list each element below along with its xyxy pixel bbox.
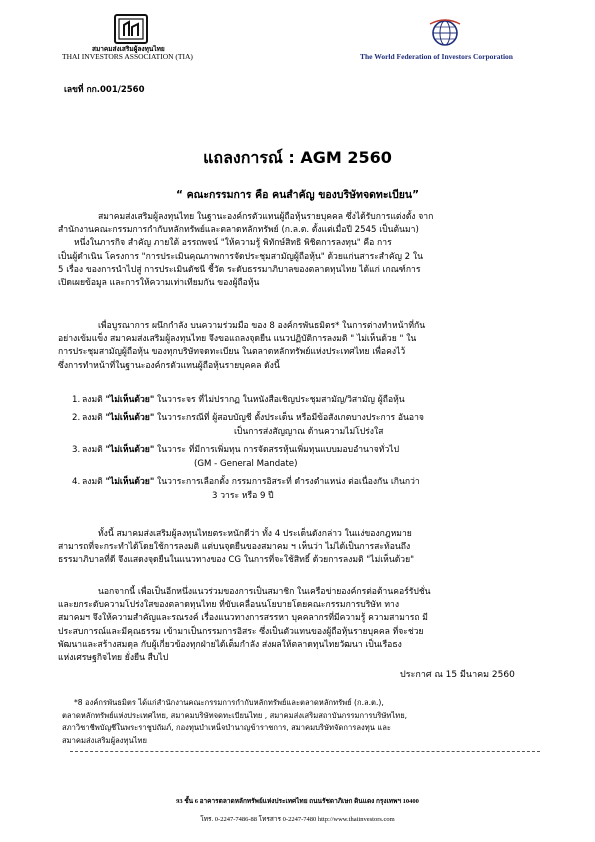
list-item: 4. ลงมติ "ไม่เห็นด้วย" ในวาระการเลือกตั้ง กรรมการอิสระที่ ดำรงตำแหน่ง ต่อเนื่องกัน เกินกว่า 3 วาระ หรือ 9 ปี	[72, 475, 536, 503]
text-line: นอกจากนี้ เพื่อเป็นอีกหนึ่งแนวร่วมของการเป็นสมาชิก ในเครือข่ายองค์กรต่อต้านคอร์รัปชั่น	[98, 587, 431, 597]
list-item-continuation: เป็นการส่งสัญญาณ ด้านความไม่โปร่งใส	[234, 427, 384, 437]
text-line: ซึ่งการทำหน้าที่ในฐานะองค์กรตัวแทนผู้ถือหุ้นรายบุคคล ดังนี้	[58, 360, 280, 371]
text-line: สำนักงานคณะกรรมการกำกับหลักทรัพย์และตลาดหลักทรัพย์ (ก.ล.ต. ตั้งแต่เมื่อปี 2545 เป็นต้นมา)	[58, 225, 419, 236]
list-item: 2. ลงมติ "ไม่เห็นด้วย" ในวาระกรณีที่ ผู้สอบบัญชี ตั้งประเด็น หรือมีข้อสังเกตบางประการ อันอาจ เป็นการส่งสัญญาณ ด้านความไม่โปร่งใส	[72, 411, 536, 439]
text-line: เปิดเผยข้อมูล และการให้ความเท่าเทียมกัน ของผู้ถือหุ้น	[58, 278, 260, 289]
document-number: เลขที่ กก.001/2560	[64, 85, 145, 95]
vote-emphasis: "ไม่เห็นด้วย"	[105, 395, 155, 405]
text-line: เพื่อบูรณาการ ผนึกกำลัง บนความร่วมมือ ของ 8 องค์กรพันธมิตร* ในการต่างทำหน้าที่กัน	[98, 321, 426, 331]
page-subtitle: “ คณะกรรมการ คือ คนสำคัญ ของบริษัทจดทะเบียน”	[176, 189, 419, 201]
paragraph-anticorruption	[58, 586, 536, 665]
vote-emphasis: "ไม่เห็นด้วย"	[105, 477, 155, 487]
divider	[70, 751, 540, 752]
paragraph-alliance	[58, 320, 536, 373]
text-line: อย่างเข้มแข็ง สมาคมส่งเสริมผู้ลงทุนไทย จึงขอแถลงจุดยืน แนวปฏิบัติการลงมติ " ไม่เห็นด้วย " ใน	[58, 334, 417, 345]
text-line: สมาคมส่งเสริมผู้ลงทุนไทย ในฐานะองค์กรตัวแทนผู้ถือหุ้นรายบุคคล ซึ่งได้รับการแต่งตั้ง จาก	[98, 212, 434, 222]
announcement-date: ประกาศ ณ 15 มีนาคม 2560	[400, 670, 515, 680]
text-line: 5 เรื่อง ของการนำไปสู่ การประเมินดัชนี ชี้วัด ระดับธรรมาภิบาลของตลาดทุนไทย ได้แก่ เกณฑ์การ	[58, 264, 421, 275]
paragraph-position	[58, 528, 536, 568]
partner-name: The World Federation of Investors Corporation	[360, 52, 513, 61]
text-line: สามารถที่จะกระทำได้โดยใช้การลงมติ แต่บนจุดยืนของสมาคม ฯ เห็นว่า ไม่ได้เป็นการสะท้อนถึง	[58, 542, 411, 553]
text-line: และยกระดับความโปร่งใสของตลาดทุนไทย ที่ขับเคลื่อนนโยบายโดยคณะกรรมการบริษัท ทาง	[58, 600, 400, 611]
text-line: สมาคมฯ จึงให้ความสำคัญและรณรงค์ เรื่องแนวทางการสรรหา บุคคลากรที่มีความรู้ ความสามารถ มี	[58, 613, 428, 624]
footnote-line: ตลาดหลักทรัพย์แห่งประเทศไทย, สมาคมบริษัทจดทะเบียนไทย , สมาคมส่งเสริมสถาบันกรรมการบริษัทไทย,	[62, 710, 408, 720]
paragraph-intro	[58, 211, 536, 290]
text-line: เป็นผู้ดำเนิน โครงการ "การประเมินคุณภาพการจัดประชุมสามัญผู้ถือหุ้น" ด้วยแก่นสาระสำคัญ 2 ใน	[58, 251, 423, 262]
list-item: 1. ลงมติ "ไม่เห็นด้วย" ในวาระจร ที่ไม่ปรากฏ ในหนังสือเชิญประชุมสามัญ/วิสามัญ ผู้ถือหุ้น	[72, 395, 405, 405]
list-item-continuation: (GM - General Mandate)	[194, 459, 298, 469]
list-item-continuation: 3 วาระ หรือ 9 ปี	[212, 491, 274, 501]
vote-emphasis: "ไม่เห็นด้วย"	[105, 413, 155, 423]
footnote	[62, 697, 538, 747]
tia-emblem-icon	[116, 16, 146, 42]
voting-guidelines-list	[72, 393, 536, 503]
text-line: พัฒนาและสร้างสมดุล กับผู้เกี่ยวข้องทุกฝ่ายได้เต็มกำลัง ส่งผลให้ตลาดทุนไทยวัฒนา เป็นเรือธง	[58, 639, 402, 650]
text-line: ประสบการณ์และมีคุณธรรม เข้ามาเป็นกรรมการอิสระ ซึ่งเป็นตัวแทนของผู้ถือหุ้นรายบุคคล ที่จะช่วย	[58, 626, 424, 637]
footer-contact: โทร. 0-2247-7486-88 โทรสาร 0-2247-7480 http://www.thaiinvestors.com	[200, 816, 395, 823]
wfic-globe-icon	[428, 18, 462, 48]
tia-logo	[114, 14, 148, 44]
list-item: 3. ลงมติ "ไม่เห็นด้วย" ในวาระ ที่มีการเพิ่มทุน การจัดสรรหุ้นเพิ่มทุนแบบมอบอำนาจทั่วไป (GM - General Mandate)	[72, 443, 536, 471]
org-thai-name: สมาคมส่งเสริมผู้ลงทุนไทย	[92, 45, 165, 53]
footnote-line: *8 องค์กรพันธมิตร ได้แก่สำนักงานคณะกรรมการกำกับหลักทรัพย์และตลาดหลักทรัพย์ (ก.ล.ต.),	[74, 698, 384, 707]
text-line: ธรรมาภิบาลที่ดี จึงแสดงจุดยืนในแนวทางของ CG ในการที่จะใช้สิทธิ์ ด้วยการลงมติ "ไม่เห็นด้วย"	[58, 555, 415, 566]
footer-address: 93 ชั้น 6 อาคารตลาดหลักทรัพย์แห่งประเทศไทย ถนนรัชดาภิเษก ดินแดง กรุงเทพฯ 10400	[176, 798, 419, 805]
page-title: แถลงการณ์ : AGM 2560	[203, 148, 392, 167]
text-line: ทั้งนี้ สมาคมส่งเสริมผู้ลงทุนไทยตระหนักดีว่า ทั้ง 4 ประเด็นดังกล่าว ในแง่ของกฎหมาย	[98, 529, 412, 539]
text-line: การประชุมสามัญผู้ถือหุ้น ของทุกบริษัทจดทะเบียน ในตลาดหลักทรัพย์แห่งประเทศไทย เพื่อคงไว้	[58, 347, 406, 358]
footnote-line: สภาวิชาชีพบัญชีในพระราชูปถัมภ์, กองทุนบำเหน็จบำนาญข้าราชการ, สมาคมบริษัทจัดการลงทุน และ	[62, 723, 391, 732]
vote-emphasis: "ไม่เห็นด้วย"	[105, 445, 155, 455]
text-line: แห่งเศรษฐกิจไทย ยั่งยืน สืบไป	[58, 653, 169, 664]
org-english-name: THAI INVESTORS ASSOCIATION (TIA)	[62, 52, 193, 61]
text-line: หนึ่งในภารกิจ สำคัญ ภายใต้ อรรถพจน์ "ให้ความรู้ พิทักษ์สิทธิ พิชิตการลงทุน" คือ การ	[74, 238, 392, 249]
footnote-line: สมาคมส่งเสริมผู้ลงทุนไทย	[62, 735, 147, 745]
